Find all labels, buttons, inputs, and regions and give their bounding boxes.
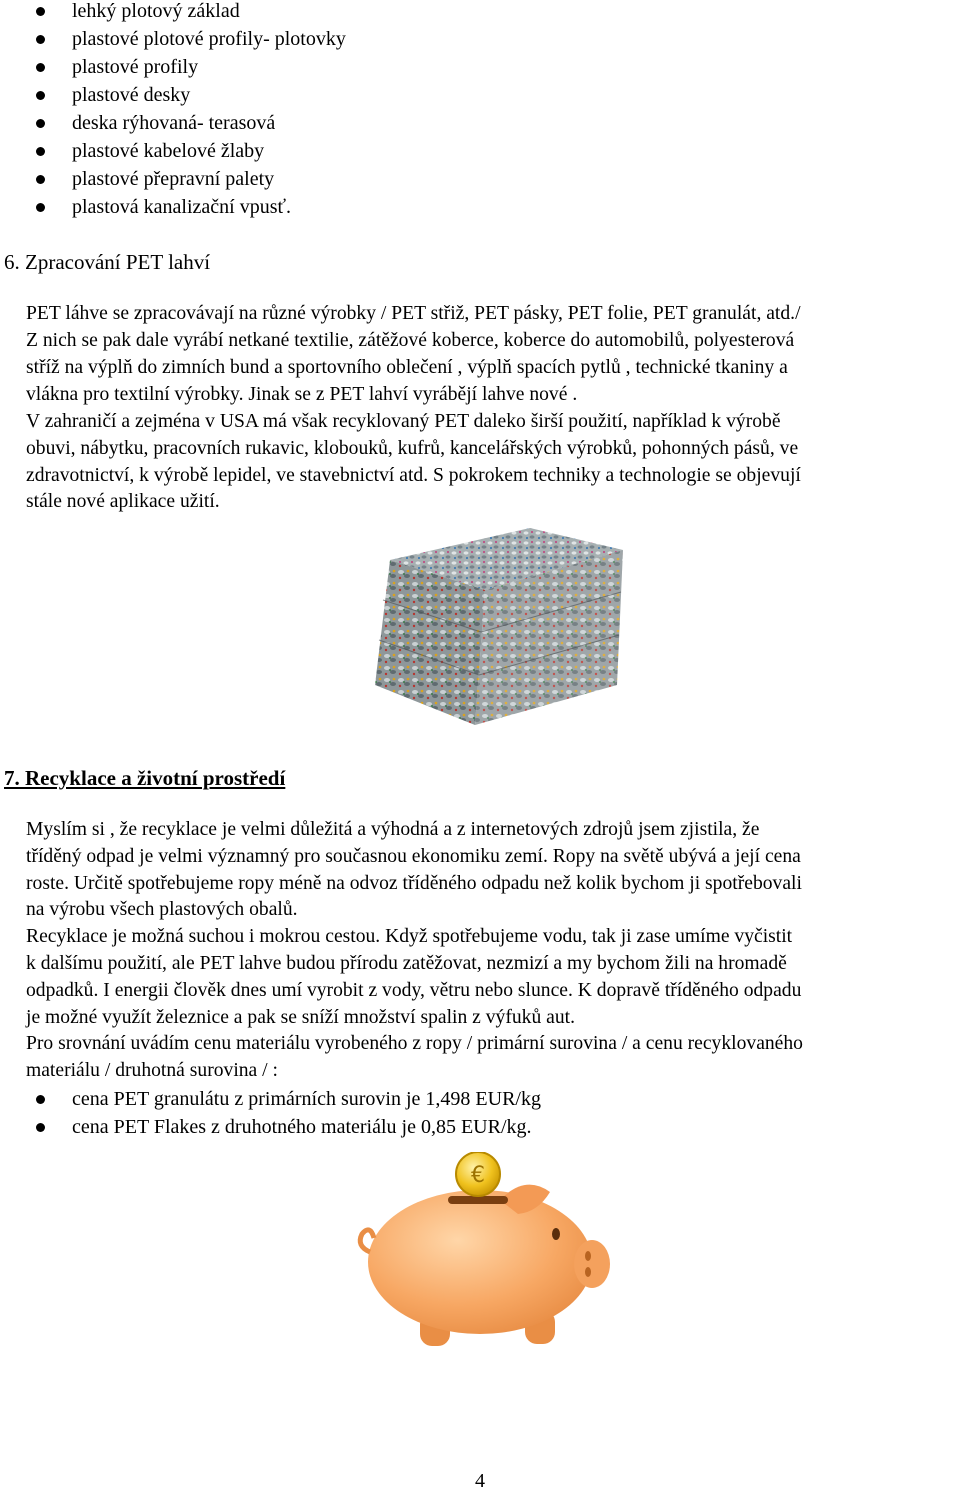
text-line: stále nové aplikace užití. [26, 491, 220, 513]
price-item [0, 1113, 541, 1141]
bullet-dot-icon [36, 63, 45, 72]
section-6-paragraph-2 [26, 328, 946, 408]
list-item [0, 193, 346, 221]
list-item [0, 137, 346, 165]
list-item [0, 165, 346, 193]
text-line: Z nich se pak dale vyrábí netkané textilie, zátěžové koberce, koberce do automobilů, polyesterová [26, 330, 795, 351]
page-number: 4 [475, 1470, 485, 1492]
list-item [0, 0, 346, 25]
text-line: Pro srovnání uvádím cenu materiálu vyrobeného z ropy / primární surovina / a cenu recyklovaného [26, 1033, 803, 1055]
text-line: zdravotnictví, k výrobě lepidel, ve stavebnictví atd. S pokrokem techniky a technologie se objevují [26, 464, 801, 486]
bullet-dot-icon [36, 7, 45, 16]
product-list [0, 0, 346, 221]
section-7-heading: 7. Recyklace a životní prostředí [4, 766, 286, 790]
text-line: k dalšímu použití, ale PET lahve budou přírodu zatěžovat, nezmizí a my bychom žili na hromadě [26, 952, 787, 974]
bullet-dot-icon [36, 119, 45, 128]
list-item-text: plastové plotové profily- plotovky [72, 28, 346, 50]
text-line: obuvi, nábytku, pracovních rukavic, klobouků, kufrů, kancelářských výrobků, pohonných pásů, ve [26, 437, 799, 459]
text-line: Recyklace je možná suchou i mokrou cestou. Když spotřebujeme vodu, tak ji zase umíme vyčistit [26, 926, 793, 948]
price-item [0, 1085, 541, 1113]
list-item-text: plastové kabelové žlaby [72, 140, 265, 162]
bullet-dot-icon [36, 91, 45, 100]
list-item-text: lehký plotový základ [72, 0, 240, 22]
text-line: je možné využít železnice a pak se sníží množství spalin z výfuků aut. [26, 1006, 575, 1028]
section-6-heading: 6. Zpracování PET lahví [4, 250, 211, 274]
price-item-text: cena PET granulátu z primárních surovin je 1,498 EUR/kg [72, 1088, 541, 1110]
list-item-text: plastové přepravní palety [72, 168, 275, 190]
price-list [0, 1085, 541, 1141]
text-line: Myslím si , že recyklace je velmi důležitá a výhodná a z internetových zdrojů jsem zjistila, že [26, 819, 760, 840]
list-item [0, 109, 346, 137]
text-line: na výrobu všech plastových obalů. [26, 899, 298, 921]
text-line: tříděný odpad je velmi významný pro současnou ekonomiku zemí. Ropy na světě ubývá a její cena [26, 845, 801, 867]
list-item-text: deska rýhovaná- terasová [72, 112, 276, 134]
section-6-paragraph-3 [26, 409, 946, 516]
bullet-dot-icon [36, 147, 45, 156]
text-line: materiálu / druhotná surovina / : [26, 1060, 278, 1082]
piggy-bank-image [350, 1152, 620, 1352]
bullet-dot-icon [36, 203, 45, 212]
section-7-paragraph [26, 817, 946, 1085]
text-line: V zahraničí a zejména v USA má však recyklovaný PET daleko širší použití, například k výrobě [26, 411, 781, 432]
svg-text:€: € [471, 1163, 485, 1188]
text-line: vlákna pro textilní výrobky. Jinak se z PET lahví vyrábějí lahve nové . [26, 383, 578, 405]
list-item-text: plastová kanalizační vpusť. [72, 196, 292, 218]
list-item [0, 81, 346, 109]
section-6-paragraph-1 [26, 301, 946, 328]
price-item-text: cena PET Flakes z druhotného materiálu je 0,85 EUR/kg. [72, 1116, 532, 1138]
text-line: odpadků. I energii člověk dnes umí vyrobit z vody, větru nebo slunce. K dopravě tříděného odpadu [26, 979, 802, 1001]
text-line: PET láhve se zpracovávají na různé výrobky / PET střiž, PET pásky, PET folie, PET granulát, atd./ [26, 303, 801, 324]
text-line: stříž na výplň do zimních bund a sportovního oblečení , výplň spacích pytlů , technické tkaniny a [26, 356, 788, 378]
bullet-dot-icon [36, 1123, 45, 1132]
pet-bale-image [355, 520, 655, 735]
bullet-dot-icon [36, 1095, 45, 1104]
list-item [0, 53, 346, 81]
text-line: roste. Určitě spotřebujeme ropy méně na odvoz tříděného odpadu než kolik bychom ji spotřebovali [26, 872, 802, 894]
list-item-text: plastové profily [72, 56, 199, 78]
list-item-text: plastové desky [72, 84, 191, 106]
bullet-dot-icon [36, 175, 45, 184]
bullet-dot-icon [36, 35, 45, 44]
list-item [0, 25, 346, 53]
